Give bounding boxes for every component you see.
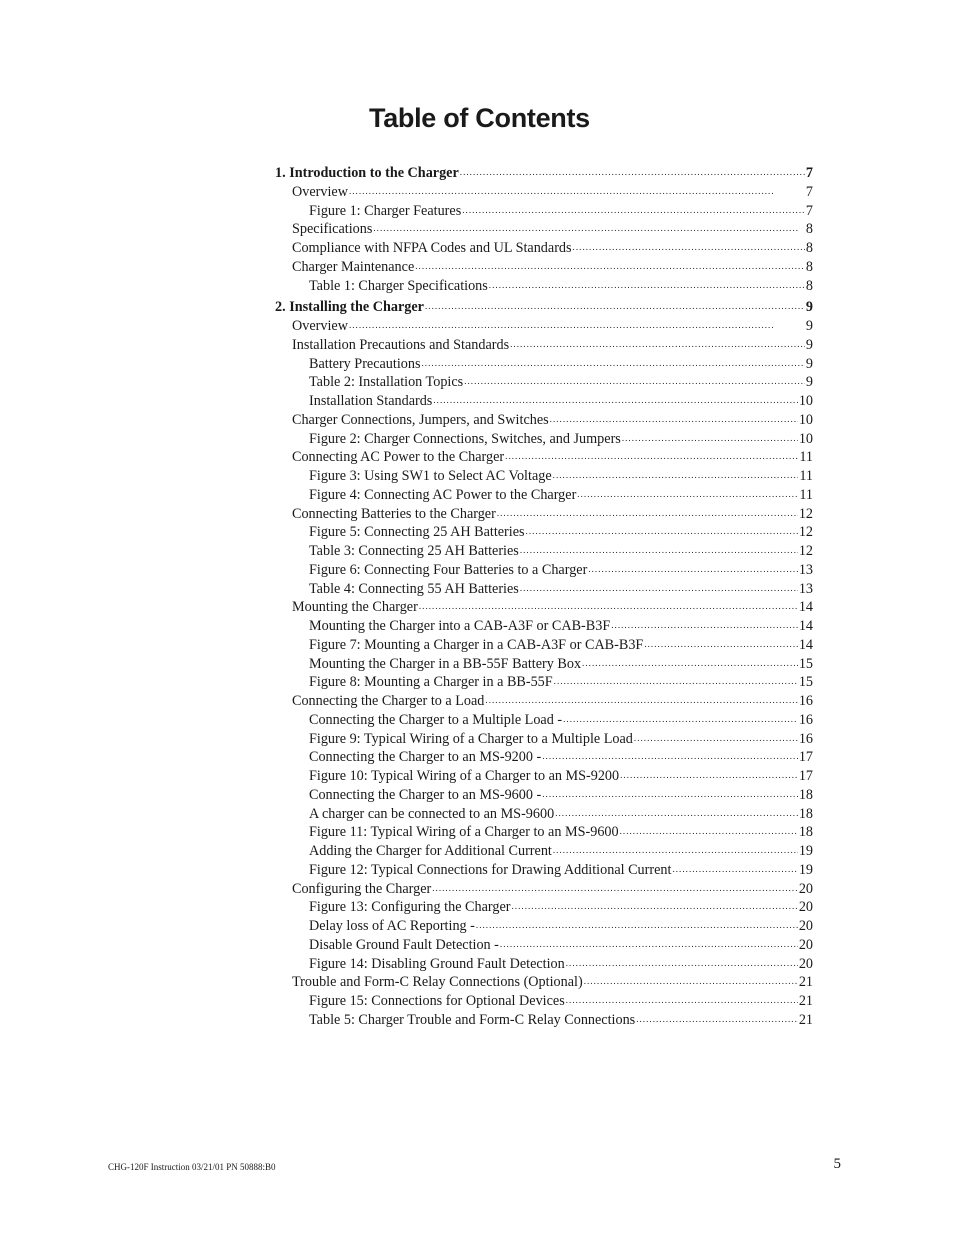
toc-dot-leader [432,879,798,898]
toc-entry-page: 20 [798,899,813,916]
toc-entry-title: Figure 14: Disabling Ground Fault Detection [309,955,565,972]
toc-entry-page: 11 [799,486,813,503]
toc-dot-leader [460,163,805,182]
toc-entry-title: Figure 2: Charger Connections, Switches, and Jumpers [309,430,621,447]
toc-entry-page: 20 [798,955,813,972]
toc-subsection-entry[interactable] [275,711,813,730]
toc-subsection-entry[interactable] [275,561,813,580]
toc-entry-title: A charger can be connected to an MS-9600 [309,805,555,822]
toc-entry-title: 2. Installing the Charger [275,299,424,316]
toc-entry-page: 11 [799,449,813,466]
toc-dot-leader [542,785,798,804]
toc-subsection-entry[interactable] [275,786,813,805]
toc-entry-page: 8 [805,258,813,275]
toc-subsection-entry[interactable] [275,636,813,655]
toc-dot-leader [672,860,797,879]
toc-entry-page: 10 [798,411,813,428]
toc-section-entry[interactable] [275,692,813,711]
toc-entry-title: Specifications [292,221,373,238]
toc-dot-leader [489,276,805,295]
toc-entry-title: Figure 7: Mounting a Charger in a CAB-A3F or CAB-B3F [309,636,644,653]
toc-section-entry[interactable] [275,336,813,355]
toc-dot-leader [584,972,798,991]
toc-subsection-entry[interactable] [275,898,813,917]
toc-section-entry[interactable] [275,598,813,617]
toc-dot-leader [505,447,798,466]
toc-entry-page: 8 [805,277,813,294]
toc-dot-leader [520,579,798,598]
toc-entry-page: 9 [805,355,813,372]
toc-dot-leader [550,410,798,429]
toc-dot-leader [433,391,797,410]
toc-entry-page: 21 [798,993,813,1009]
toc-dot-leader [636,1010,798,1029]
toc-subsection-entry[interactable] [275,486,813,505]
toc-entry-page: 12 [798,524,813,541]
toc-entry-page: 20 [798,918,813,934]
toc-entry-title: Figure 6: Connecting Four Batteries to a Charger [309,561,588,578]
toc-entry-title: Connecting the Charger to a Load [292,693,485,709]
toc-dot-leader [373,219,805,238]
toc-subsection-entry[interactable] [275,992,813,1011]
toc-entry-title: Figure 11: Typical Wiring of a Charger to an MS-9600 [309,824,619,841]
toc-subsection-entry[interactable] [275,673,813,692]
toc-entry-title: Table 3: Connecting 25 AH Batteries [309,543,519,559]
toc-entry-page: 18 [798,824,813,841]
toc-entry-title: Figure 10: Typical Wiring of a Charger to an MS-9200 [309,768,620,784]
toc-section-entry[interactable] [275,448,813,467]
toc-subsection-entry[interactable] [275,392,813,411]
toc-subsection-entry[interactable] [275,430,813,449]
toc-entry-title: Connecting the Charger to an MS-9200 - [309,749,542,766]
toc-entry-title: Figure 12: Typical Connections for Drawing Additional Current [309,861,672,878]
toc-entry-title: Mounting the Charger into a CAB-A3F or CAB-B3F [309,618,611,634]
toc-dot-leader [634,729,798,748]
toc-entry-page: 9 [805,318,813,334]
toc-chapter-entry[interactable] [275,298,813,317]
toc-dot-leader [500,935,798,954]
toc-subsection-entry[interactable] [275,523,813,542]
toc-entry-page: 9 [805,374,813,391]
toc-entry-title: Table 1: Charger Specifications [309,277,488,294]
toc-dot-leader [510,335,805,354]
toc-entry-title: Overview [292,318,348,334]
toc-subsection-entry[interactable] [275,823,813,842]
toc-dot-leader [553,841,798,860]
toc-entry-title: Mounting the Charger [292,599,418,616]
toc-entry-page: 12 [798,505,813,522]
toc-entry-title: Battery Precautions [309,355,421,372]
toc-dot-leader [349,182,805,201]
toc-entry-page: 8 [805,240,813,256]
toc-section-entry[interactable] [275,220,813,239]
toc-entry-title: Connecting the Charger to a Multiple Load - [309,711,563,728]
toc-entry-page: 19 [798,861,813,878]
toc-entry-title: Figure 5: Connecting 25 AH Batteries [309,524,525,541]
toc-entry-title: Adding the Charger for Additional Current [309,843,552,859]
toc-entry-page: 14 [798,618,813,634]
toc-entry-page: 14 [798,636,813,653]
toc-entry-title: Compliance with NFPA Codes and UL Standards [292,240,572,256]
toc-dot-leader [582,654,798,673]
toc-entry-page: 8 [805,221,813,238]
toc-entry-page: 15 [798,674,813,691]
toc-subsection-entry[interactable] [275,355,813,374]
toc-entry-title: Mounting the Charger in a BB-55F Battery Box [309,655,582,672]
toc-subsection-entry[interactable] [275,542,813,561]
toc-dot-leader [566,954,798,973]
toc-dot-leader [419,597,798,616]
toc-subsection-entry[interactable] [275,467,813,486]
toc-entry-page: 11 [799,468,813,484]
toc-entry-page: 7 [805,165,813,181]
toc-subsection-entry[interactable] [275,748,813,767]
toc-dot-leader [644,635,797,654]
table-of-contents [275,164,813,1030]
toc-entry-page: 16 [798,693,813,709]
toc-section-entry[interactable] [275,239,813,258]
toc-section-entry[interactable] [275,411,813,430]
toc-entry-page: 9 [805,299,813,316]
toc-entry-title: Disable Ground Fault Detection - [309,936,499,953]
toc-entry-page: 18 [798,786,813,803]
toc-dot-leader [553,466,799,485]
toc-entry-title: Table 5: Charger Trouble and Form-C Relay Connections [309,1011,636,1028]
toc-entry-title: Connecting the Charger to an MS-9600 - [309,786,542,803]
toc-entry-title: Figure 15: Connections for Optional Devices [309,993,565,1009]
toc-entry-page: 18 [798,805,813,822]
toc-dot-leader [554,672,798,691]
toc-entry-page: 9 [805,336,813,353]
toc-dot-leader [620,766,798,785]
toc-subsection-entry[interactable] [275,617,813,636]
toc-dot-leader [611,616,798,635]
toc-dot-leader [526,522,798,541]
toc-dot-leader [566,991,798,1010]
toc-entry-title: Table 4: Connecting 55 AH Batteries [309,580,519,597]
toc-section-entry[interactable] [275,183,813,202]
toc-entry-title: Table 2: Installation Topics [309,374,464,391]
toc-entry-page: 19 [798,843,813,859]
toc-dot-leader [588,560,798,579]
toc-dot-leader [476,916,798,935]
toc-entry-title: Charger Maintenance [292,258,415,275]
toc-dot-leader [542,747,798,766]
toc-entry-page: 21 [798,974,813,991]
toc-entry-title: Overview [292,183,348,200]
toc-section-entry[interactable] [275,317,813,336]
toc-entry-title: Figure 13: Configuring the Charger [309,899,511,916]
toc-entry-page: 7 [805,202,813,219]
toc-dot-leader [563,710,798,729]
toc-subsection-entry[interactable] [275,842,813,861]
toc-subsection-entry[interactable] [275,917,813,936]
toc-entry-title: Configuring the Charger [292,880,432,897]
toc-dot-leader [520,541,798,560]
toc-entry-page: 15 [798,655,813,672]
toc-dot-leader [425,297,805,316]
toc-entry-page: 13 [798,561,813,578]
toc-dot-leader [485,691,797,710]
toc-section-entry[interactable] [275,973,813,992]
toc-entry-title: Delay loss of AC Reporting - [309,918,475,934]
footer-document-info: CHG-120F Instruction 03/21/01 PN 50888:B0 [108,1162,276,1172]
toc-dot-leader [497,504,798,523]
toc-dot-leader [422,354,805,373]
toc-entry-page: 12 [798,543,813,559]
toc-section-entry[interactable] [275,258,813,277]
toc-entry-page: 14 [798,599,813,616]
toc-entry-page: 13 [798,580,813,597]
toc-entry-page: 20 [798,880,813,897]
toc-entry-page: 16 [798,711,813,728]
toc-entry-page: 16 [798,730,813,747]
toc-entry-title: 1. Introduction to the Charger [275,165,459,181]
toc-subsection-entry[interactable] [275,1011,813,1030]
toc-subsection-entry[interactable] [275,373,813,392]
toc-subsection-entry[interactable] [275,580,813,599]
toc-subsection-entry[interactable] [275,655,813,674]
toc-entry-title: Figure 3: Using SW1 to Select AC Voltage [309,468,552,484]
toc-subsection-entry[interactable] [275,277,813,296]
toc-entry-title: Figure 8: Mounting a Charger in a BB-55F [309,674,553,691]
toc-subsection-entry[interactable] [275,767,813,786]
toc-entry-page: 17 [798,749,813,766]
toc-entry-page: 17 [798,768,813,784]
toc-dot-leader [622,429,798,448]
toc-subsection-entry[interactable] [275,730,813,749]
toc-entry-title: Connecting Batteries to the Charger [292,505,496,522]
toc-dot-leader [349,316,805,335]
toc-subsection-entry[interactable] [275,861,813,880]
toc-dot-leader [620,822,798,841]
toc-entry-page: 21 [798,1011,813,1028]
page-title: Table of Contents [369,103,590,133]
toc-entry-title: Trouble and Form-C Relay Connections (Optional) [292,974,583,991]
toc-section-entry[interactable] [275,880,813,899]
toc-dot-leader [512,897,798,916]
toc-entry-page: 10 [798,430,813,447]
toc-dot-leader [415,257,805,276]
toc-entry-title: Charger Connections, Jumpers, and Switches [292,411,549,428]
toc-subsection-entry[interactable] [275,202,813,221]
toc-entry-title: Installation Standards [309,393,433,409]
toc-dot-leader [577,485,798,504]
toc-chapter-entry[interactable] [275,164,813,183]
toc-entry-page: 7 [805,183,813,200]
toc-entry-title: Figure 1: Charger Features [309,202,462,219]
toc-section-entry[interactable] [275,505,813,524]
toc-subsection-entry[interactable] [275,936,813,955]
toc-entry-page: 20 [798,936,813,953]
toc-entry-title: Figure 4: Connecting AC Power to the Charger [309,486,577,503]
toc-entry-title: Figure 9: Typical Wiring of a Charger to a Multiple Load [309,730,633,747]
toc-subsection-entry[interactable] [275,805,813,824]
toc-dot-leader [462,201,805,220]
toc-dot-leader [464,372,805,391]
toc-entry-page: 10 [798,393,813,409]
toc-entry-title: Connecting AC Power to the Charger [292,449,505,466]
toc-dot-leader [555,804,798,823]
footer-page-number: 5 [833,1156,841,1172]
toc-subsection-entry[interactable] [275,955,813,974]
toc-dot-leader [573,238,805,257]
toc-entry-title: Installation Precautions and Standards [292,336,510,353]
